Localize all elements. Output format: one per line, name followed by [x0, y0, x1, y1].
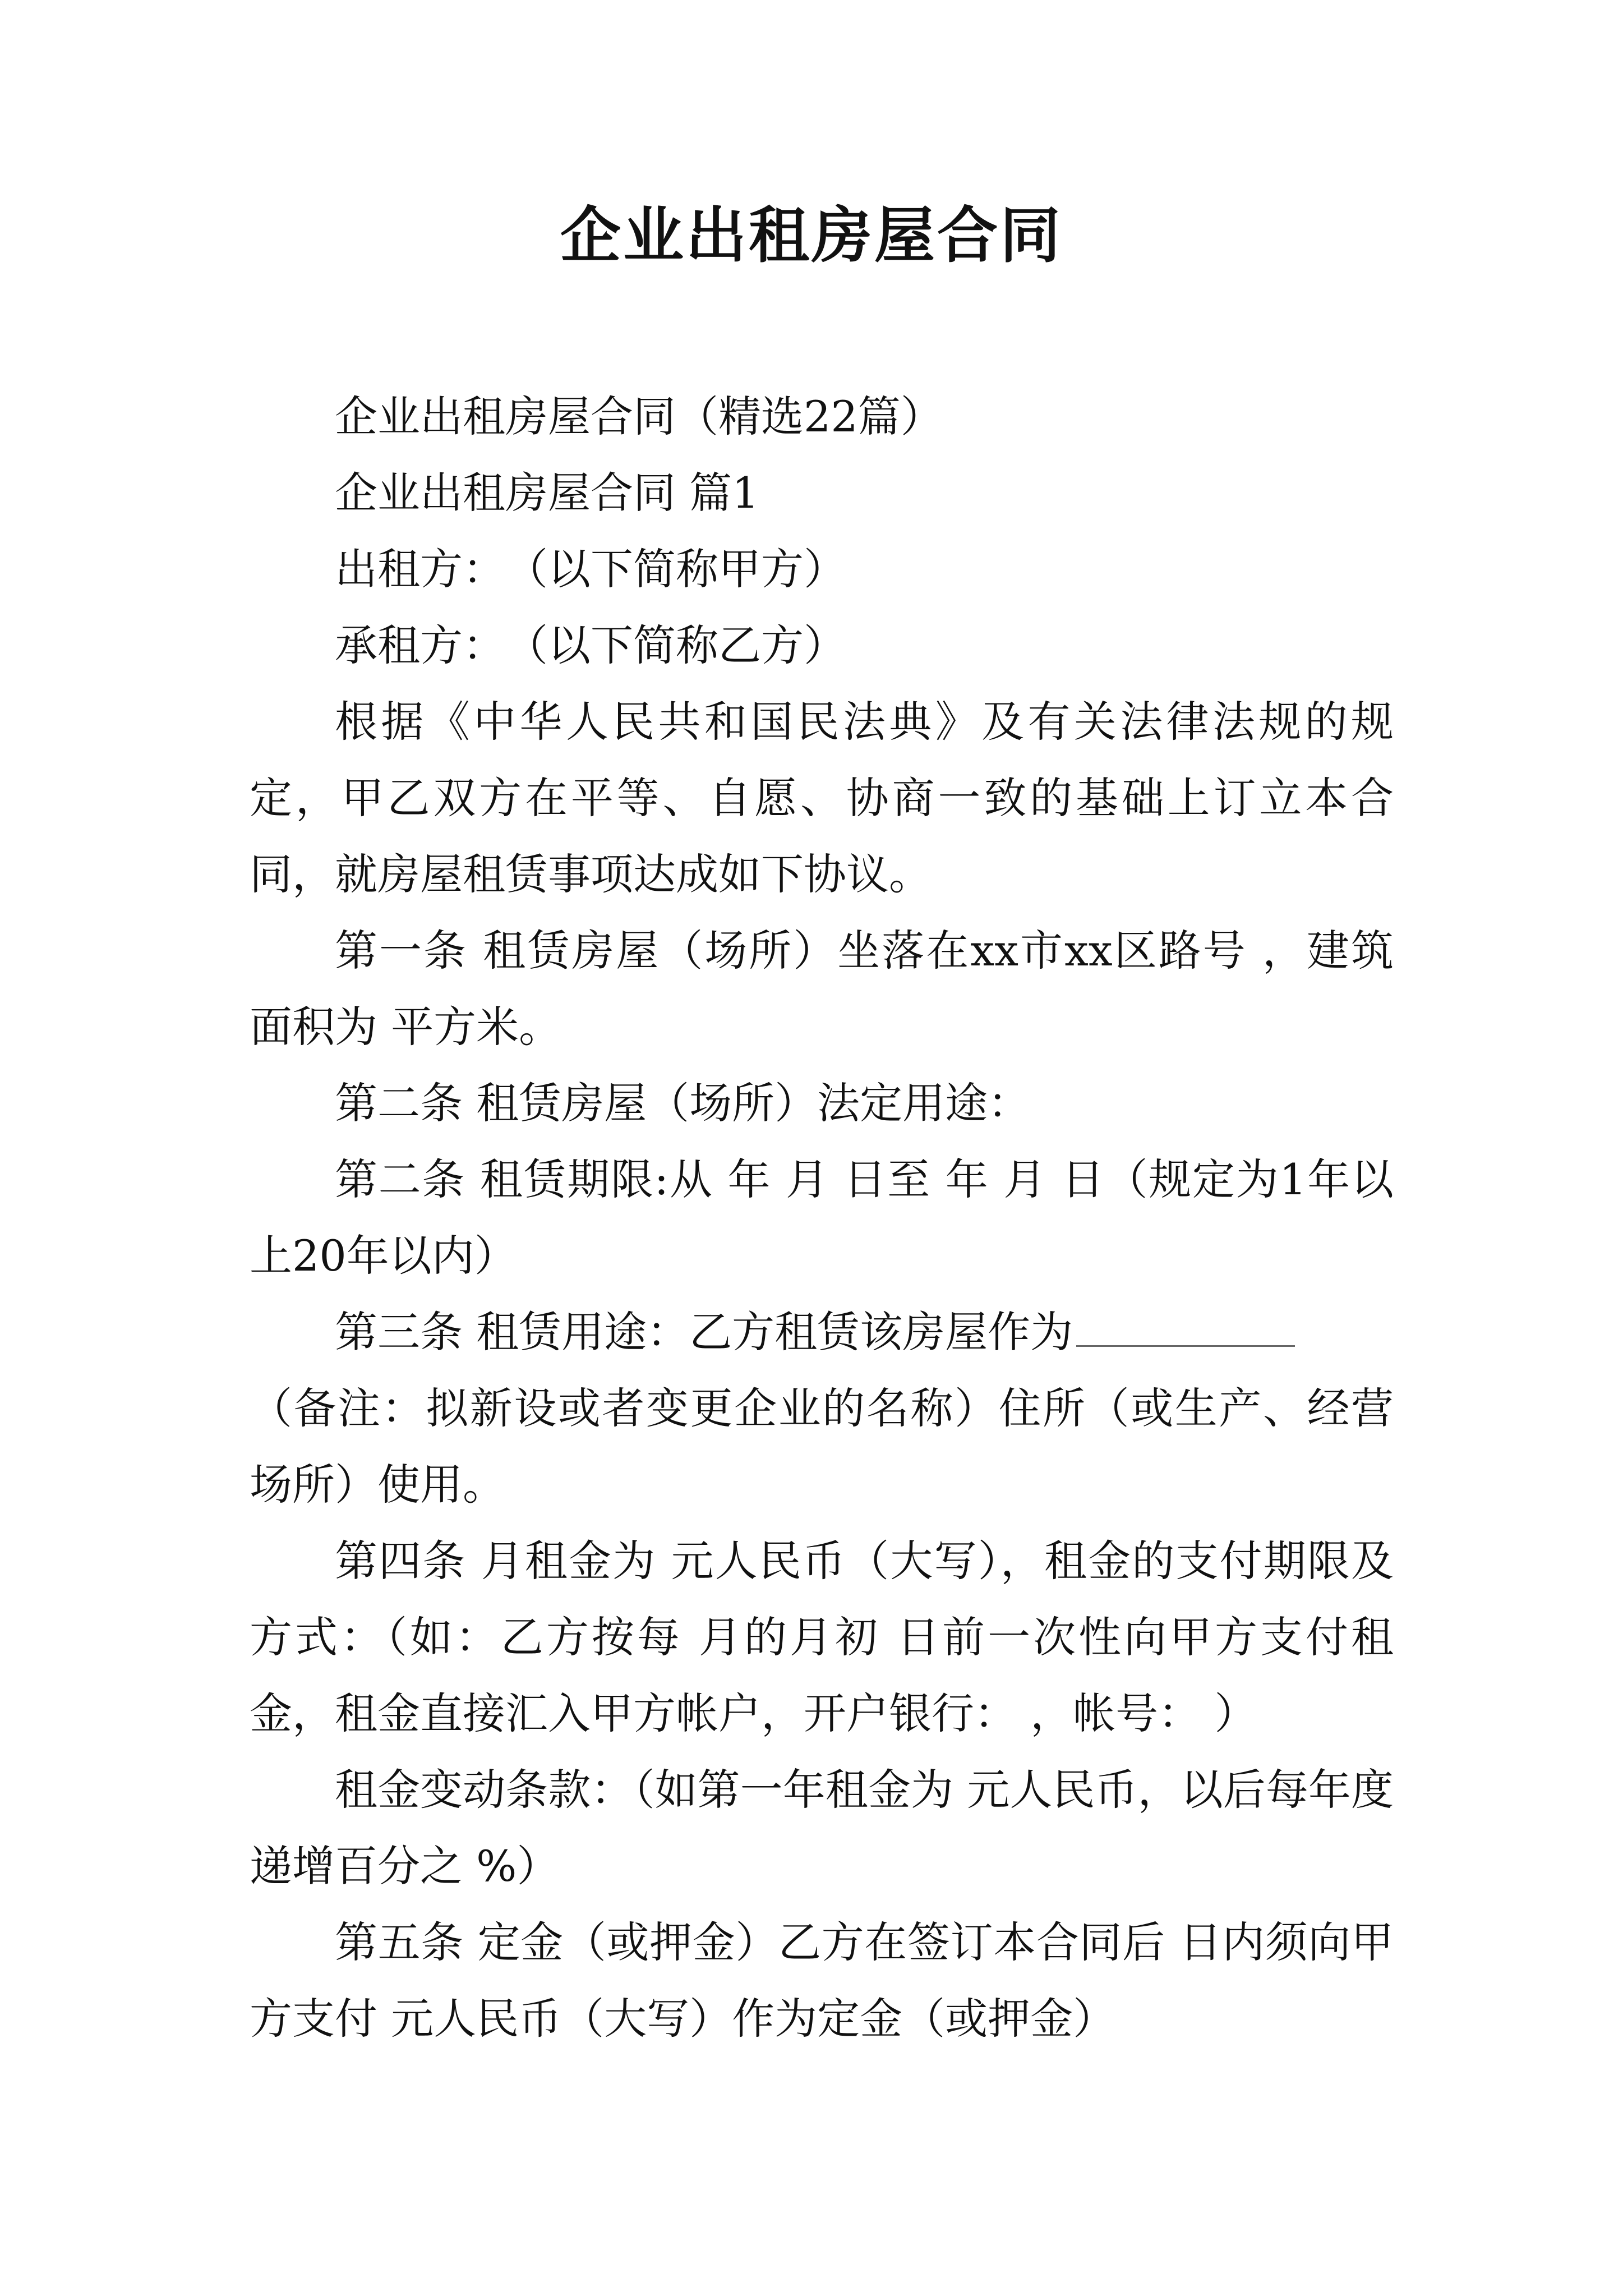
paragraph-article-5: 第五条 定金（或押金）乙方在签订本合同后 日内须向甲方支付 元人民币（大写）作为定金（或押金） — [250, 1917, 1394, 2044]
paragraph-article-2-use: 第二条 租赁房屋（场所）法定用途： — [335, 1078, 1031, 1128]
paragraph-section-heading: 企业出租房屋合同 篇1 — [335, 468, 759, 518]
document-body — [250, 379, 1394, 2057]
paragraph-article-3 — [250, 1294, 1394, 1370]
paragraph-lessor: 出租方： （以下简称甲方） — [335, 544, 846, 594]
paragraph-rent-change: 租金变动条款：（如第一年租金为 元人民币，以后每年度递增百分之 %） — [250, 1765, 1394, 1891]
paragraph-article-3-note: （备注：拟新设或者变更企业的名称）住所（或生产、经营场所）使用。 — [250, 1383, 1394, 1510]
article-3-text: 第三条 租赁用途：乙方租赁该房屋作为 — [335, 1307, 1073, 1357]
paragraph-collection-title: 企业出租房屋合同（精选22篇） — [335, 392, 943, 441]
paragraph-article-1: 第一条 租赁房屋（场所）坐落在xx市xx区路号 ，建筑面积为 平方米。 — [250, 926, 1394, 1052]
paragraph-article-2-term: 第二条 租赁期限:从 年 月 日至 年 月 日（规定为1年以上20年以内） — [250, 1154, 1394, 1281]
paragraph-lessee: 承租方： （以下简称乙方） — [335, 620, 846, 670]
paragraph-article-4: 第四条 月租金为 元人民币（大写），租金的支付期限及方式：（如：乙方按每 月的月初 日前一次性向甲方支付租金，租金直接汇入甲方帐户，开户银行： ，帐号： ） — [250, 1536, 1394, 1738]
document-title: 企业出租房屋合同 — [560, 200, 1063, 271]
fill-in-blank — [1076, 1306, 1295, 1347]
paragraph-preamble: 根据《中华人民共和国民法典》及有关法律法规的规定，甲乙双方在平等、自愿、协商一致的基础上订立本合同，就房屋租赁事项达成如下协议。 — [250, 697, 1394, 899]
